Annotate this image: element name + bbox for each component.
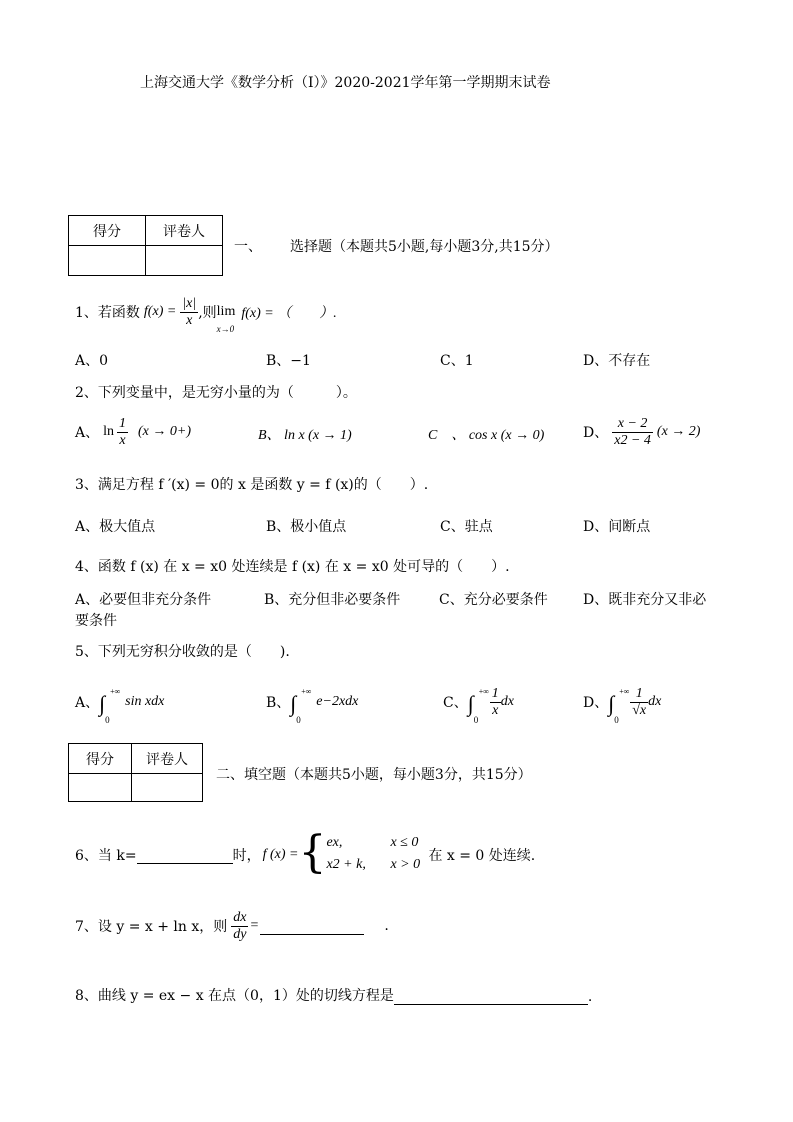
grader-cell[interactable] — [146, 246, 223, 276]
q7-tail: . — [384, 918, 389, 934]
question-6 — [75, 827, 536, 878]
q1-option-c: C、1 — [440, 353, 474, 369]
q5-b-lower: 0 — [296, 715, 301, 725]
q5-option-b — [266, 682, 359, 725]
q5-d-numerator: 1 — [630, 686, 648, 703]
q5-b-label: B、 — [266, 695, 291, 711]
q1-option-a: A、0 — [75, 353, 109, 369]
q2-option-b: B、 ln x (x → 1) — [258, 428, 352, 443]
q1-limit — [216, 304, 236, 334]
q5-d-integral — [608, 687, 630, 725]
q1-denominator: x — [186, 312, 193, 328]
q5-a-lower: 0 — [105, 715, 110, 725]
score-table-2 — [68, 743, 203, 802]
q5-b-expr: e−2xdx — [316, 694, 359, 709]
q6-answer-blank[interactable] — [137, 847, 233, 864]
q8-prefix: 8、曲线 y = ex − x 在点（0，1）处的切线方程是 — [75, 988, 394, 1004]
score-cell[interactable] — [69, 774, 132, 802]
question-3: 3、满足方程 f ′(x) = 0的 x 是函数 y = f (x)的（ ）. — [75, 477, 429, 493]
q6-cases — [326, 833, 426, 877]
q6-case2: x2 + k, — [326, 857, 366, 872]
integral-sign: ∫ — [608, 691, 615, 716]
q2-a-numerator: 1 — [119, 415, 127, 431]
q6-cond1: x ≤ 0 — [390, 835, 419, 850]
q5-option-c — [443, 680, 514, 724]
q5-b-integral — [290, 687, 312, 725]
q5-option-a — [75, 682, 165, 725]
q8-tail: . — [587, 989, 593, 1005]
q3-option-a: A、极大值点 — [75, 519, 156, 535]
section1-title: 选择题（本题共5小题,每小题3分,共15分） — [290, 239, 559, 255]
q5-c-fraction — [490, 686, 501, 719]
brace-icon: { — [298, 827, 327, 878]
q6-case1: ex, — [326, 835, 343, 850]
q2-option-c: C 、 cos x (x → 0) — [428, 428, 545, 443]
section2-title: 二、填空题（本题共5小题，每小题3分，共15分） — [216, 767, 532, 783]
grader-header: 评卷人 — [132, 744, 203, 774]
q1-option-b: B、−1 — [266, 353, 311, 369]
q5-d-dx: dx — [648, 694, 662, 709]
q2-d-denominator: x2 − 4 — [614, 432, 651, 448]
q4-option-a: A、必要但非充分条件 — [75, 592, 212, 608]
q1-prefix: 1、若函数 — [75, 305, 140, 321]
question-2: 2、下列变量中，是无穷小量的为（ ）。 — [75, 385, 357, 401]
q7-prefix: 7、设 y = x + ln x，则 — [75, 919, 228, 935]
q5-d-label: D、 — [583, 695, 609, 711]
score-table-1 — [68, 215, 223, 276]
q2-option-a — [75, 412, 191, 452]
question-8 — [75, 985, 592, 1005]
q7-denominator: dy — [233, 926, 247, 942]
page-title: 上海交通大学《数学分析（Ⅰ）》2020-2021学年第一学期期末试卷 — [140, 75, 551, 91]
q5-c-denominator: x — [492, 702, 499, 718]
q5-c-lower: 0 — [473, 715, 479, 725]
q5-a-integral — [99, 687, 121, 725]
q5-a-upper: +∞ — [110, 687, 121, 696]
q1-option-d: D、不存在 — [583, 353, 651, 369]
q5-a-expr: sin xdx — [125, 694, 165, 709]
q7-fraction — [231, 910, 248, 943]
question-5: 5、下列无穷积分收敛的是（ ). — [75, 644, 290, 660]
q2-option-d — [583, 412, 700, 452]
q2-a-condition: (x → 0+) — [138, 424, 192, 439]
q2-a-ln: ln — [103, 424, 115, 439]
q1-lim: lim — [216, 304, 236, 319]
q1-tail: f(x) = （ ）. — [241, 306, 337, 321]
q2-d-numerator: x − 2 — [612, 416, 653, 433]
q7-equals: = — [250, 918, 259, 933]
q6-tail: 在 x = 0 处连续. — [428, 848, 536, 864]
q3-option-c: C、驻点 — [440, 519, 493, 535]
q1-function: f(x) = — [143, 304, 177, 319]
question-7 — [75, 906, 389, 946]
integral-sign: ∫ — [290, 691, 297, 716]
q6-function: f (x) = — [262, 847, 299, 862]
score-header: 得分 — [69, 216, 146, 246]
question-4: 4、函数 f (x) 在 x = x0 处连续是 f (x) 在 x = x0 处可导的（ ）. — [75, 559, 510, 575]
q1-lim-sub: x→0 — [216, 324, 235, 334]
grader-header: 评卷人 — [146, 216, 223, 246]
q7-numerator: dx — [233, 909, 247, 925]
q7-answer-blank[interactable] — [260, 918, 364, 935]
q5-d-fraction — [630, 686, 648, 719]
q5-c-label: C、 — [443, 695, 468, 711]
score-cell[interactable] — [69, 246, 146, 276]
q5-c-dx: dx — [500, 694, 514, 709]
q1-numerator: |x| — [182, 295, 197, 311]
q5-b-upper: +∞ — [301, 687, 312, 696]
q4-option-c: C、充分必要条件 — [439, 592, 548, 608]
q3-option-b: B、极小值点 — [266, 519, 347, 535]
q5-c-upper: +∞ — [478, 687, 489, 696]
q4-option-d-continued: 要条件 — [75, 613, 117, 629]
q5-d-upper: +∞ — [619, 687, 630, 696]
grader-cell[interactable] — [132, 774, 203, 802]
integral-sign: ∫ — [99, 691, 106, 716]
q1-fraction — [180, 296, 198, 329]
q4-option-b: B、充分但非必要条件 — [264, 592, 401, 608]
q5-c-integral — [467, 687, 490, 725]
q2-d-fraction — [612, 416, 653, 449]
q2-a-denominator: x — [119, 432, 126, 448]
score-header: 得分 — [69, 744, 132, 774]
q2-a-label: A、 — [75, 425, 100, 441]
q2-a-fraction — [117, 416, 128, 449]
q3-option-d: D、间断点 — [583, 519, 651, 535]
q5-d-lower: 0 — [614, 715, 619, 725]
q4-option-d: D、既非充分又非必 — [583, 592, 707, 608]
question-1 — [75, 290, 337, 334]
integral-sign: ∫ — [467, 691, 474, 716]
q5-c-numerator: 1 — [491, 685, 499, 701]
q6-cond2: x > 0 — [390, 857, 421, 872]
section1-number: 一、 — [234, 239, 262, 255]
q5-a-label: A、 — [75, 695, 100, 711]
q1-mid: ,则 — [198, 305, 217, 321]
q5-option-d — [583, 680, 661, 724]
q2-d-label: D、 — [583, 425, 609, 441]
q2-d-condition: (x → 2) — [656, 424, 701, 439]
q8-answer-blank[interactable] — [394, 988, 588, 1005]
q5-d-denominator: √x — [632, 702, 647, 718]
q6-prefix: 6、当 k= — [75, 848, 137, 864]
q6-mid: 时， — [232, 848, 261, 864]
